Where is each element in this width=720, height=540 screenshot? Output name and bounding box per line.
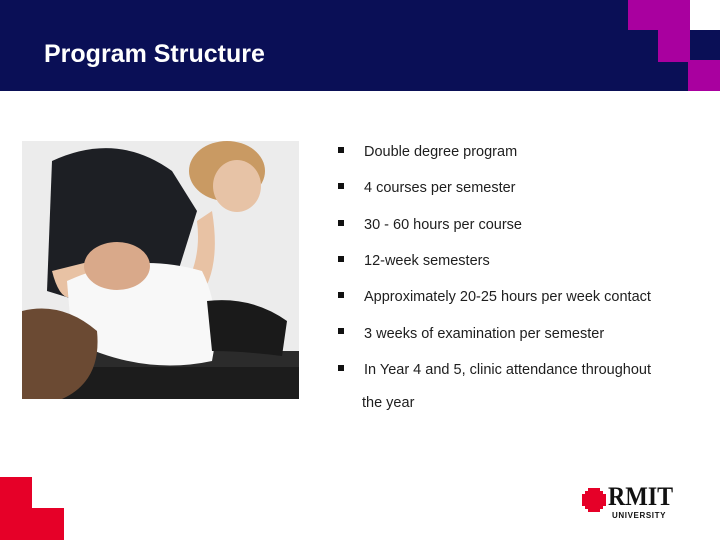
list-item [336,352,706,388]
square-bullet-icon [338,365,344,371]
square-bullet-icon [338,183,344,189]
bullet-text: 4 courses per semester [364,180,516,197]
list-item [336,134,706,170]
list-item [336,207,706,243]
bullet-text: 3 weeks of examination per semester [364,325,605,342]
logo-subtitle: UNIVERSITY [612,511,667,520]
square-bullet-icon [338,220,344,226]
bullet-text: Approximately 20-25 hours per week contact [364,289,651,306]
magenta-square-decoration [628,0,720,91]
list-item [336,243,706,279]
list-item [336,279,706,315]
rmit-logo [582,482,682,522]
bullet-text: Double degree program [364,144,518,161]
list-item [336,170,706,206]
slide-title: Program Structure [44,40,265,68]
bullet-text: 30 - 60 hours per course [364,216,522,233]
physiotherapy-treatment-photo-icon [22,141,299,399]
bullet-continuation-text: the year [362,395,415,411]
list-item [336,315,706,351]
bullet-text: In Year 4 and 5, clinic attendance throughout [364,361,651,378]
rmit-pixel-icon [582,488,606,512]
square-bullet-icon [338,292,344,298]
square-bullet-icon [338,256,344,262]
bullet-text: 12-week semesters [364,253,490,270]
red-square-decoration [0,477,64,540]
bullet-list [336,134,706,388]
logo-wordmark: RMIT [608,482,674,511]
square-bullet-icon [338,147,344,153]
square-bullet-icon [338,328,344,334]
treatment-photo [22,141,299,399]
